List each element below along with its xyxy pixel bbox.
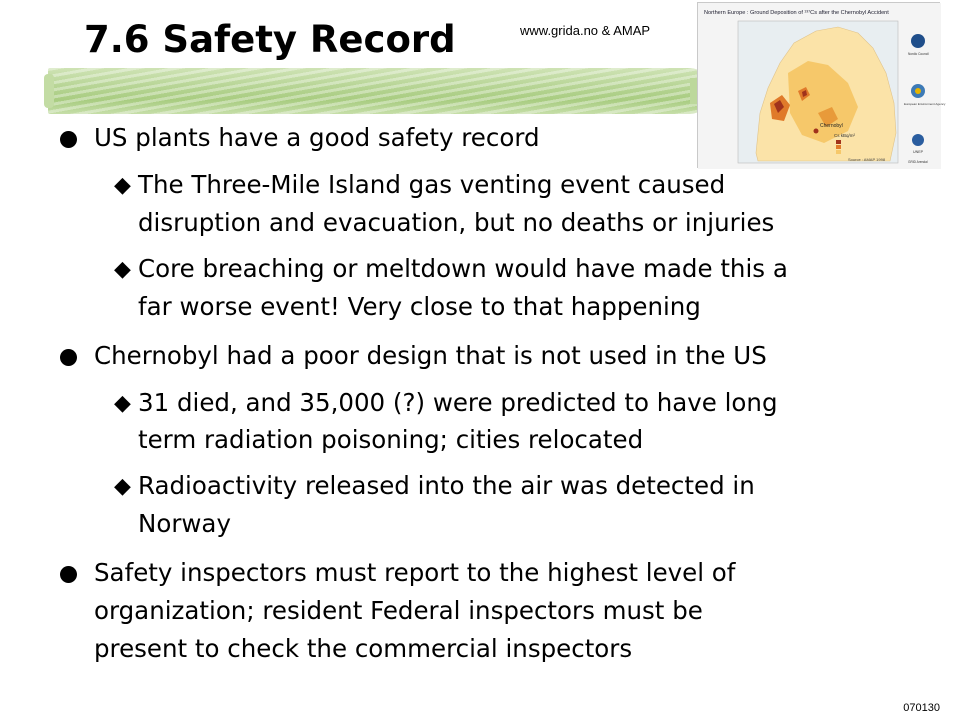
bullet-text-3-line1: Safety inspectors must report to the highest level of	[94, 558, 736, 587]
map-caption: Northern Europe : Ground Deposition of ¹³⁷Cs after the Chernobyl Accident	[704, 10, 889, 16]
logo-label-3: UNEP	[913, 150, 923, 154]
bullet-text-3-line2: organization; resident Federal inspectors must be	[94, 596, 703, 625]
slide-title: 7.6 Safety Record	[84, 18, 456, 61]
logo-label-4: GRID Arendal	[908, 160, 928, 164]
map-legend-title: Cs kBq/m²	[834, 133, 856, 138]
diamond-bullet-icon: ◆	[114, 474, 131, 499]
map-city-label: Chernobyl	[820, 123, 843, 129]
slide-number: 070130	[903, 702, 940, 714]
sub-bullet-2-1-line1: 31 died, and 35,000 (?) were predicted to have long	[138, 388, 778, 417]
bullet-dot	[60, 566, 77, 583]
sub-bullet-1-1-line2: disruption and evacuation, but no deaths or injuries	[138, 208, 775, 237]
sub-bullet-2-2-line1: Radioactivity released into the air was detected in	[138, 471, 755, 500]
diamond-bullet-icon: ◆	[114, 391, 131, 416]
map-source: Source : AMAP 1998	[848, 157, 886, 162]
diamond-bullet-icon: ◆	[114, 173, 131, 198]
diamond-bullet-icon: ◆	[114, 257, 131, 282]
bullet-dot	[60, 349, 77, 366]
sub-bullet-1-2-line2: far worse event! Very close to that happening	[138, 292, 701, 321]
sub-bullet-2-1-line2: term radiation poisoning; cities relocated	[138, 425, 644, 454]
logo-label-2: European Environment Agency	[904, 102, 946, 106]
bullet-text-3-line3: present to check the commercial inspectors	[94, 634, 633, 663]
chernobyl-marker	[814, 129, 819, 134]
title-brush-band	[48, 68, 708, 114]
bullet-text-2: Chernobyl had a poor design that is not used in the US	[94, 341, 767, 370]
sub-bullet-2-2-line2: Norway	[138, 509, 231, 538]
sub-bullet-1-1-line1: The Three-Mile Island gas venting event caused	[138, 170, 726, 199]
map-graphic	[698, 3, 946, 169]
chernobyl-deposition-map	[697, 2, 946, 168]
logo-label-1: Nordic Council	[908, 52, 929, 56]
image-credit: www.grida.no & AMAP	[520, 23, 651, 38]
sub-bullet-1-2-line1: Core breaching or meltdown would have made this a	[138, 254, 788, 283]
bullet-dot	[60, 131, 77, 148]
bullet-text-1: US plants have a good safety record	[94, 123, 540, 152]
